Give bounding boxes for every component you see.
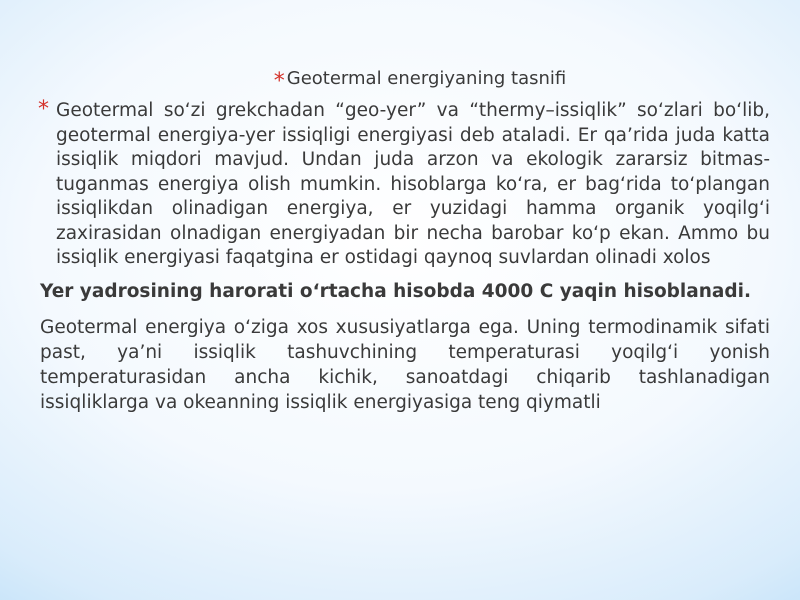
bullet-icon: * — [38, 97, 49, 122]
definition-paragraph — [40, 99, 770, 271]
core-temperature-paragraph: Yer yadrosining harorati o‘rtacha hisobda 4000 C yaqin hisoblanadi. — [40, 280, 752, 302]
bullet-icon: * — [273, 69, 285, 94]
properties-paragraph: Geotermal energiya o‘ziga xos xususiyatlarga ega. Uning termodinamik sifati past, ya’ni issiqlik tashuvchining temperaturasi yoqilg‘i yonish temperaturasidan ancha kichik, sanoatdagi chiqarib tashlanadigan issiqliklarga va okeanning issiqlik energiyasiga teng qiymatli — [40, 316, 770, 413]
definition-text: Geotermal so‘zi grekchadan “geo-yer” va “thermy–issiqlik” so‘zlari bo‘lib, geotermal energiya-yer issiqligi energiyasi deb ataladi. Er qa’rida juda katta issiqlik miqdori mavjud. Undan juda arzon va ekologik zararsiz bitmas-tuganmas energiya olish mumkin. hisoblarga ko‘ra, er bag‘rida to‘plangan issiqlikdan olinadigan energiya, er yuzidagi hamma organik yoqilg‘i zaxirasidan olnadigan energiyadan bir necha barobar ko‘p ekan. Ammo bu issiqlik energiyasi faqatgina er ostidagi qaynoq suvlardan olinadi xolos — [56, 100, 770, 268]
slide-content — [40, 68, 770, 415]
slide-heading — [40, 68, 770, 93]
heading-text: Geotermal energiyaning tasnifi — [286, 68, 567, 89]
